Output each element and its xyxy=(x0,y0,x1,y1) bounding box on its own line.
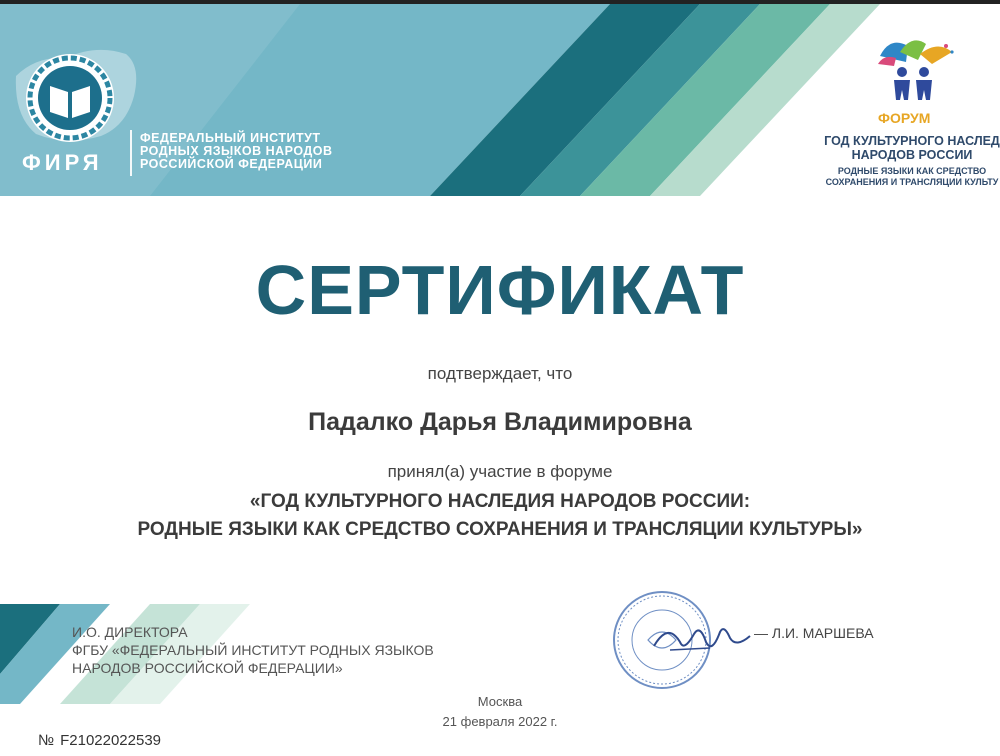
forum-sub-line: СОХРАНЕНИЯ И ТРАНСЛЯЦИИ КУЛЬТУ xyxy=(825,177,999,187)
firya-abbreviation: ФИРЯ xyxy=(22,150,103,175)
director-title xyxy=(72,623,434,677)
institute-line: РОДНЫХ ЯЗЫКОВ НАРОДОВ xyxy=(140,144,333,158)
forum-title-line-1: «ГОД КУЛЬТУРНОГО НАСЛЕДИЯ НАРОДОВ РОССИИ: xyxy=(249,491,751,512)
institute-line: ФЕДЕРАЛЬНЫЙ ИНСТИТУТ xyxy=(140,131,321,145)
logo-divider xyxy=(130,130,132,176)
number-symbol: № xyxy=(38,732,55,749)
institute-name xyxy=(140,132,380,171)
forum-full-title xyxy=(0,488,1000,544)
forum-sub-line: РОДНЫЕ ЯЗЫКИ КАК СРЕДСТВО xyxy=(837,166,987,176)
forum-title-line-2: РОДНЫЕ ЯЗЫКИ КАК СРЕДСТВО СОХРАНЕНИЯ И ТРАНСЛЯЦИИ КУЛЬТУРЫ» xyxy=(137,519,863,540)
issue-date: 21 февраля 2022 г. xyxy=(442,714,558,729)
signer-name: — Л.И. МАРШЕВА xyxy=(754,625,874,641)
forum-subtitle xyxy=(812,166,1000,188)
issue-city: Москва xyxy=(477,694,523,709)
signature-icon xyxy=(650,612,760,660)
participation-text: принял(а) участие в форуме xyxy=(387,462,613,481)
director-line: И.О. ДИРЕКТОРА xyxy=(72,624,188,640)
director-line: НАРОДОВ РОССИЙСКОЙ ФЕДЕРАЦИИ» xyxy=(72,660,343,676)
director-line: ФГБУ «ФЕДЕРАЛЬНЫЙ ИНСТИТУТ РОДНЫХ ЯЗЫКОВ xyxy=(72,642,434,658)
confirms-text: подтверждает, что xyxy=(427,364,573,383)
forum-name-line: ГОД КУЛЬТУРНОГО НАСЛЕД xyxy=(824,134,1000,148)
institute-line: РОССИЙСКОЙ ФЕДЕРАЦИИ xyxy=(140,157,323,171)
certificate-title: СЕРТИФИКАТ xyxy=(255,251,745,329)
forum-name xyxy=(812,134,1000,162)
recipient-name: Падалко Дарья Владимировна xyxy=(308,408,692,436)
number-value: F21022022539 xyxy=(60,732,162,749)
children-tree-icon xyxy=(870,36,960,108)
forum-label: ФОРУМ xyxy=(878,110,931,126)
forum-name-line: НАРОДОВ РОССИИ xyxy=(851,148,973,162)
certificate-number xyxy=(38,732,161,749)
